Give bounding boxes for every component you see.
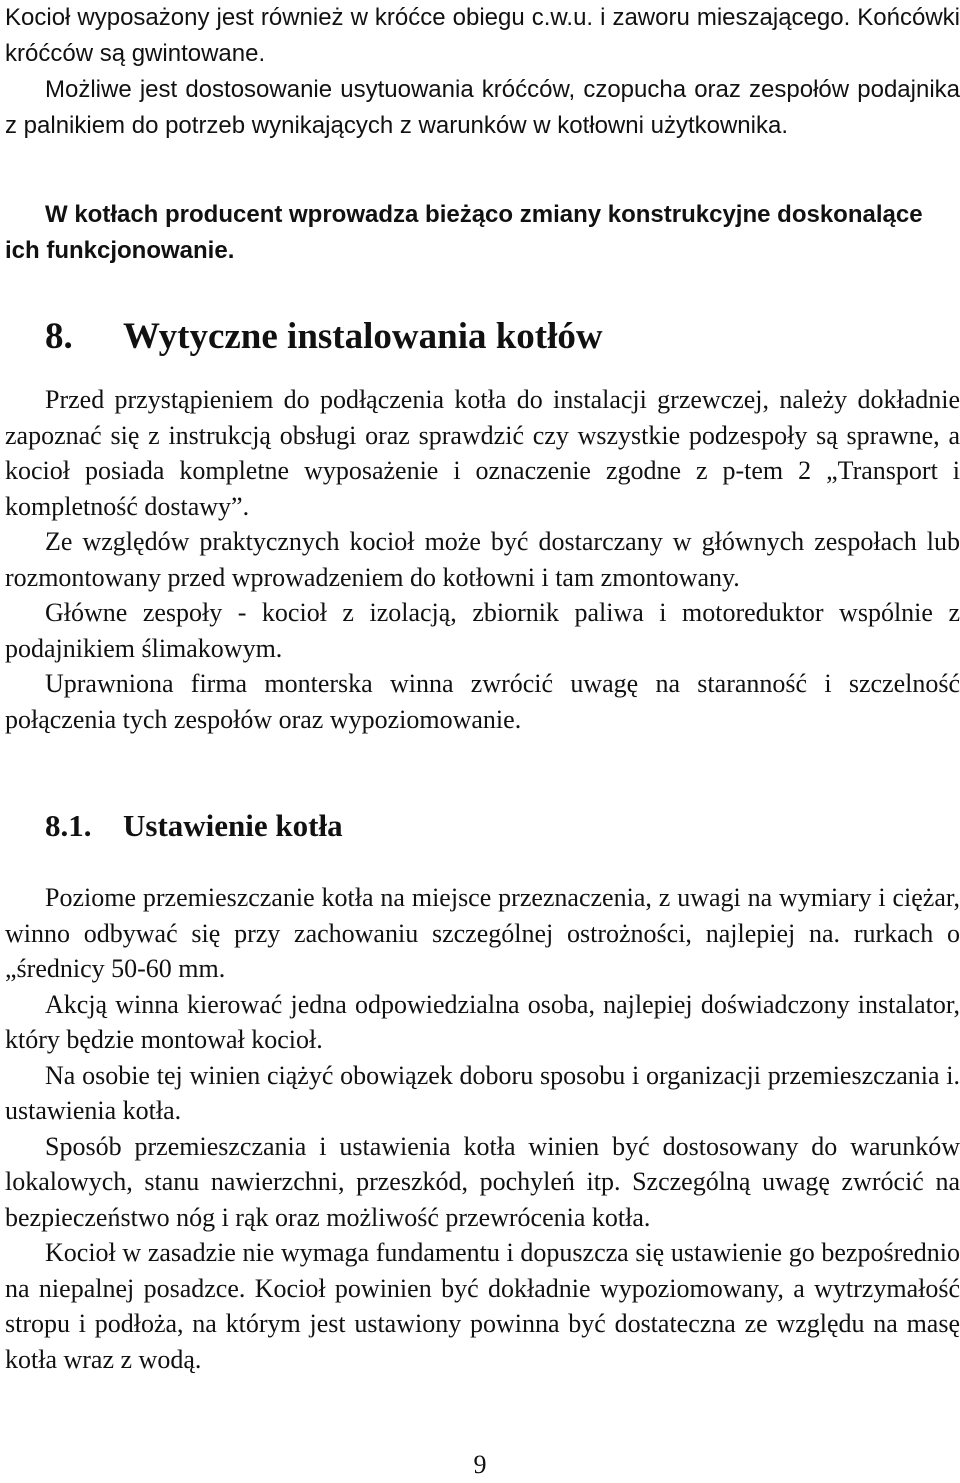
intro-block xyxy=(5,0,960,144)
section-8-paragraph-3: Główne zespoły - kocioł z izolacją, zbiornik paliwa i motoreduktor wspólnie z podajnikiem ślimakowym. xyxy=(5,598,960,663)
section-8-1-paragraph-5: Kocioł w zasadzie nie wymaga fundamentu i dopuszcza się ustawienie go bezpośrednio na niepalnej posadzce. Kocioł powinien być dokładnie wypoziomowany, a wytrzymałość stropu i podłoża, na którym jest ustawiony powinna być dostateczna ze względu na masę kotła wraz z wodą. xyxy=(5,1238,960,1374)
section-8-title: Wytyczne instalowania kotłów xyxy=(123,316,603,357)
section-8-1-body xyxy=(5,880,960,1377)
section-8-1-paragraph-4: Sposób przemieszczania i ustawienia kotła winien być dostosowany do warunków lokalowych, stanu nawierzchni, przeszkód, pochyleń itp. Szczególną uwagę zwrócić na bezpieczeństwo nóg i rąk oraz możliwość przewrócenia kotła. xyxy=(5,1131,960,1232)
section-8-1-heading xyxy=(45,806,343,846)
section-8-1-number: 8.1. xyxy=(45,808,92,843)
section-8-paragraph-4: Uprawniona firma monterska winna zwrócić uwagę na staranność i szczelność połączenia tych zespołów oraz wypoziomowanie. xyxy=(5,669,960,734)
section-8-1-paragraph-2: Akcją winna kierować jedna odpowiedzialna osoba, najlepiej doświadczony instalator, który będzie montował kocioł. xyxy=(5,989,960,1054)
section-8-body xyxy=(5,382,960,737)
section-8-1-paragraph-1: Poziome przemieszczanie kotła na miejsce przeznaczenia, z uwagi na wymiary i ciężar, winno odbywać się przy zachowaniu szczególnej ostrożności, najlepiej na. rurkach o „średnicy 50-60 mm. xyxy=(5,883,960,983)
intro-paragraph-1: Kocioł wyposażony jest również w króćce obiegu c.w.u. i zaworu mieszającego. Końcówki króćców są gwintowane. xyxy=(5,4,960,67)
section-8-1-title: Ustawienie kotła xyxy=(123,808,343,843)
section-8-paragraph-1: Przed przystąpieniem do podłączenia kotła do instalacji grzewczej, należy dokładnie zapoznać się z instrukcją obsługi oraz sprawdzić czy wszystkie podzespoły są sprawne, a kocioł posiada kompletne wyposażenie i oznaczenie zgodne z p-tem 2 „Transport i kompletność dostawy”. xyxy=(5,385,960,521)
section-8-heading xyxy=(45,315,603,359)
page-number: 9 xyxy=(473,1450,487,1479)
section-8-paragraph-2: Ze względów praktycznych kocioł może być dostarczany w głównych zespołach lub rozmontowany przed wprowadzeniem do kotłowni i tam zmontowany. xyxy=(5,527,960,592)
section-8-number: 8. xyxy=(45,316,73,357)
intro-paragraph-2: Możliwe jest dostosowanie usytuowania króćców, czopucha oraz zespołów podajnika z palnikiem do potrzeb wynikających z warunków w kotłowni użytkownika. xyxy=(5,76,960,139)
design-change-note: W kotłach producent wprowadza bieżąco zmiany konstrukcyjne doskonalące ich funkcjonowanie. xyxy=(5,201,923,264)
section-8-1-paragraph-3: Na osobie tej winien ciążyć obowiązek doboru sposobu i organizacji przemieszczania i. ustawienia kotła. xyxy=(5,1060,960,1125)
